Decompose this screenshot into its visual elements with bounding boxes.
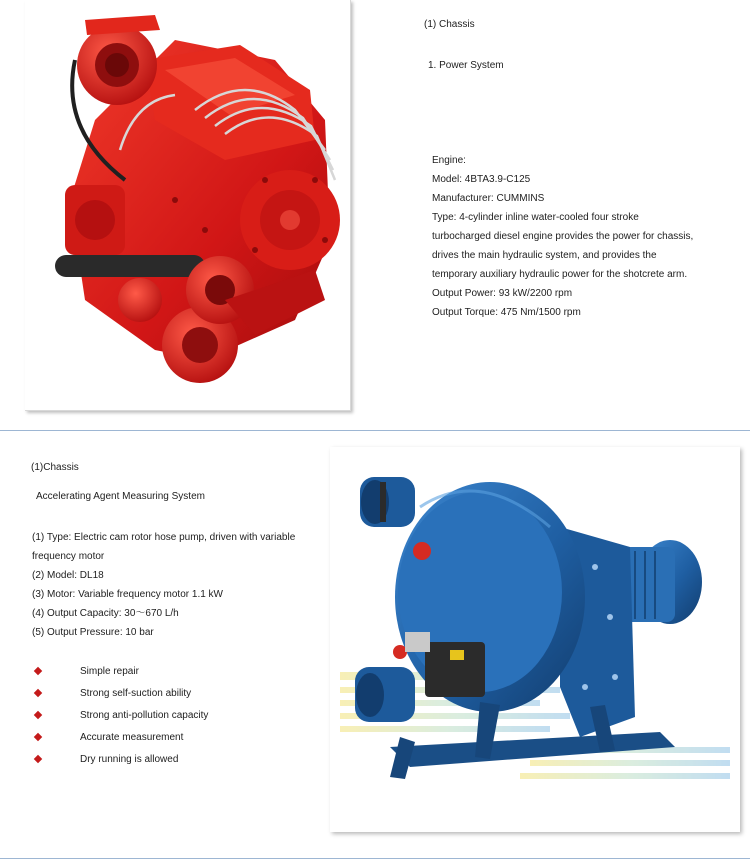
section2-subheading: Accelerating Agent Measuring System <box>36 491 205 502</box>
feature-label: Strong anti-pollution capacity <box>80 710 209 721</box>
section1-subheading: 1. Power System <box>428 60 504 71</box>
engine-spec-line: Type: 4-cylinder inline water-cooled four stroke <box>432 212 639 223</box>
engine-spec-line: Manufacturer: CUMMINS <box>432 193 545 204</box>
engine-spec-line: Model: 4BTA3.9-C125 <box>432 174 531 185</box>
feature-item <box>34 750 294 772</box>
pump-spec-line: (3) Motor: Variable frequency motor 1.1 kW <box>32 589 223 600</box>
pump-image <box>330 447 740 832</box>
pump-specs <box>32 528 295 642</box>
diamond-bullet-icon <box>34 733 42 741</box>
engine-image <box>25 0 350 410</box>
diamond-bullet-icon <box>34 711 42 719</box>
diamond-bullet-icon <box>34 667 42 675</box>
engine-spec-line: temporary auxiliary hydraulic power for the shotcrete arm. <box>432 269 688 280</box>
engine-spec-line: turbocharged diesel engine provides the power for chassis, <box>432 231 694 242</box>
pump-spec-line: (1) Type: Electric cam rotor hose pump, driven with variable <box>32 532 296 543</box>
feature-item <box>34 684 294 706</box>
feature-item <box>34 706 294 728</box>
engine-spec-line: Output Torque: 475 Nm/1500 rpm <box>432 307 581 318</box>
engine-specs <box>432 151 693 322</box>
engine-spec-line: Output Power: 93 kW/2200 rpm <box>432 288 573 299</box>
feature-label: Accurate measurement <box>80 732 184 743</box>
engine-photo-frame <box>25 0 351 411</box>
engine-spec-line: Engine: <box>432 155 466 166</box>
section2-heading: (1)Chassis <box>31 462 79 473</box>
feature-label: Simple repair <box>80 666 139 677</box>
feature-item <box>34 662 294 684</box>
pump-spec-line: (4) Output Capacity: 30～670 L/h <box>32 608 179 619</box>
feature-label: Dry running is allowed <box>80 754 179 765</box>
diamond-bullet-icon <box>34 755 42 763</box>
feature-item <box>34 728 294 750</box>
section1-heading: (1) Chassis <box>424 19 475 30</box>
pump-spec-line: (5) Output Pressure: 10 bar <box>32 627 154 638</box>
diamond-bullet-icon <box>34 689 42 697</box>
feature-list <box>34 662 294 772</box>
feature-label: Strong self-suction ability <box>80 688 192 699</box>
pump-spec-line: (2) Model: DL18 <box>32 570 104 581</box>
engine-spec-line: drives the main hydraulic system, and provides the <box>432 250 657 261</box>
pump-photo-frame <box>330 447 740 832</box>
section-divider <box>0 858 750 859</box>
section-divider <box>0 430 750 431</box>
pump-spec-line: frequency motor <box>32 551 105 562</box>
